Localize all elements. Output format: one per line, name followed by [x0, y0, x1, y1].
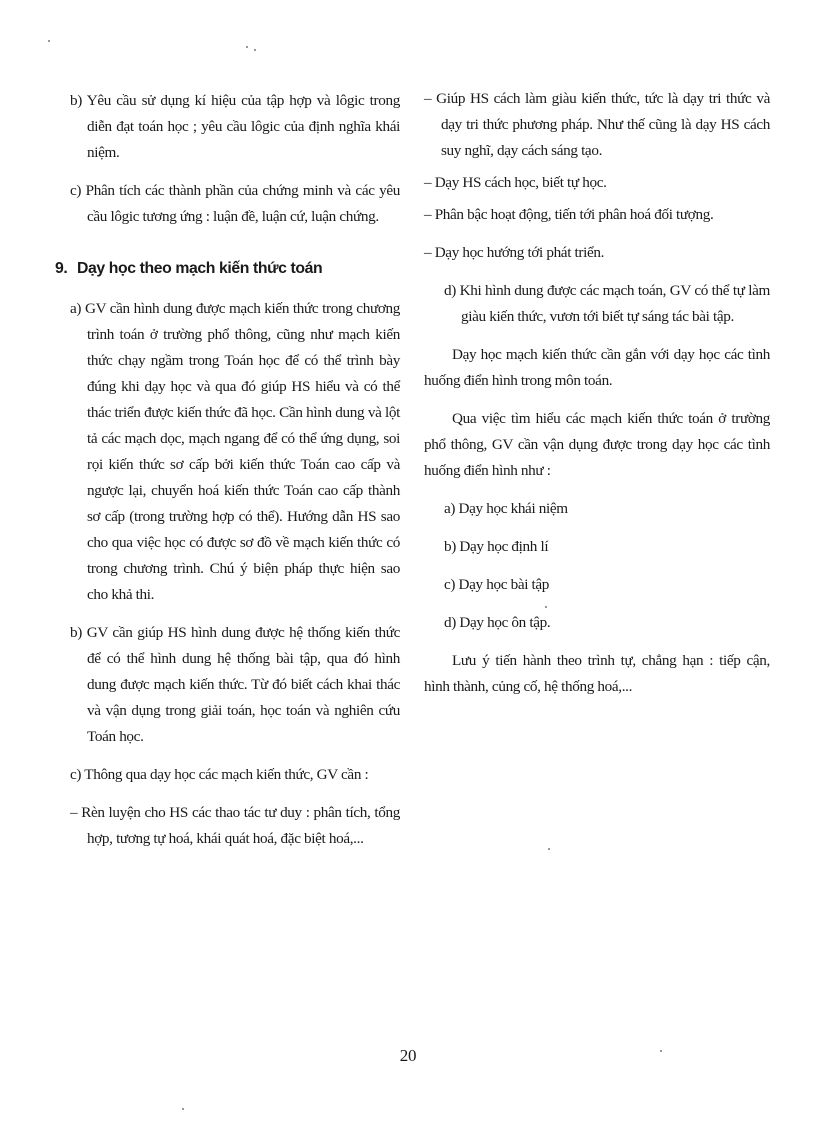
body-paragraph-3: Lưu ý tiến hành theo trình tự, chẳng hạn : tiếp cận, hình thành, củng cố, hệ thống hoá,... [424, 652, 770, 695]
scan-speck [548, 848, 550, 850]
para-b: b) GV cần giúp HS hình dung được hệ thống kiến thức để có thể hình dung hệ thống bài tập, qua đó hình dung được mạch kiến thức. Từ đó biết cách khai thác và vận dụng trong giải toán, học toán và nghiên cứu Toán học. [70, 624, 400, 745]
list-item: c) Dạy học bài tập [444, 576, 550, 593]
dash-item-differentiate: – Phân bậc hoạt động, tiến tới phân hoá đối tượng. [424, 206, 714, 223]
right-column [424, 86, 770, 712]
scan-speck [254, 49, 256, 51]
section-number: 9. [55, 260, 68, 277]
para-c: c) Thông qua dạy học các mạch kiến thức, GV cần : [70, 766, 369, 783]
page-number: 20 [399, 1046, 417, 1065]
section-title: Dạy học theo mạch kiến thức toán [77, 260, 323, 277]
para-a: a) GV cần hình dung được mạch kiến thức trong chương trình toán ở trường phổ thông, cũng như mạch kiến thức chạy ngầm trong Toán học để có thể trình bày đúng khi dạy học và qua đó giúp HS hiểu và có thể thác triển được kiến thức đã học. Cần hình dung và lột tả các mạch dọc, mạch ngang để có thể ứng dụng, soi rọi kiến thức sơ cấp bởi kiến thức Toán cao cấp và ngược lại, chuyển hoá kiến thức Toán cao cấp thành sơ cấp (trong trường hợp có thể). Hướng dẫn HS sao cho qua việc học có được sơ đồ về mạch kiến thức có trong chương trình. Chú ý biện pháp thực hiện sao cho khả thi. [70, 300, 400, 603]
dash-item-enrich: – Giúp HS cách làm giàu kiến thức, tức là dạy tri thức và dạy tri thức phương pháp. Như thế cũng là dạy HS cách suy nghĩ, dạy cách sáng tạo. [424, 90, 770, 159]
scan-speck [182, 1108, 184, 1110]
scan-speck [48, 40, 50, 42]
item-c-text: c) Phân tích các thành phần của chứng minh và các yêu cầu lôgic tương ứng : luận đề, luận cứ, luận chứng. [70, 182, 400, 225]
body-paragraph-1: Dạy học mạch kiến thức cần gắn với dạy học các tình huống điển hình trong môn toán. [424, 346, 770, 389]
body-paragraph-2: Qua việc tìm hiểu các mạch kiến thức toán ở trường phổ thông, GV cần vận dụng được trong dạy học các tình huống điển hình như : [424, 410, 770, 479]
list-item: b) Dạy học định lí [444, 538, 549, 555]
list-item: a) Dạy học khái niệm [444, 500, 568, 517]
section-heading [55, 258, 400, 280]
dash-item-development: – Dạy học hướng tới phát triển. [424, 244, 605, 261]
item-b-text: b) Yêu cầu sử dụng kí hiệu của tập hợp và lôgic trong diễn đạt toán học ; yêu cầu lôgic của định nghĩa khái niệm. [70, 92, 400, 161]
dash-item-self-study: – Dạy HS cách học, biết tự học. [424, 174, 607, 191]
list-item: d) Dạy học ôn tập. [444, 614, 551, 631]
left-column [55, 88, 400, 864]
para-d: d) Khi hình dung được các mạch toán, GV có thể tự làm giàu kiến thức, vươn tới biết tự sáng tác bài tập. [444, 282, 770, 325]
dash-item-thinking: – Rèn luyện cho HS các thao tác tư duy : phân tích, tổng hợp, tương tự hoá, khái quát hoá, đặc biệt hoá,... [70, 804, 400, 847]
scan-speck [246, 46, 248, 48]
